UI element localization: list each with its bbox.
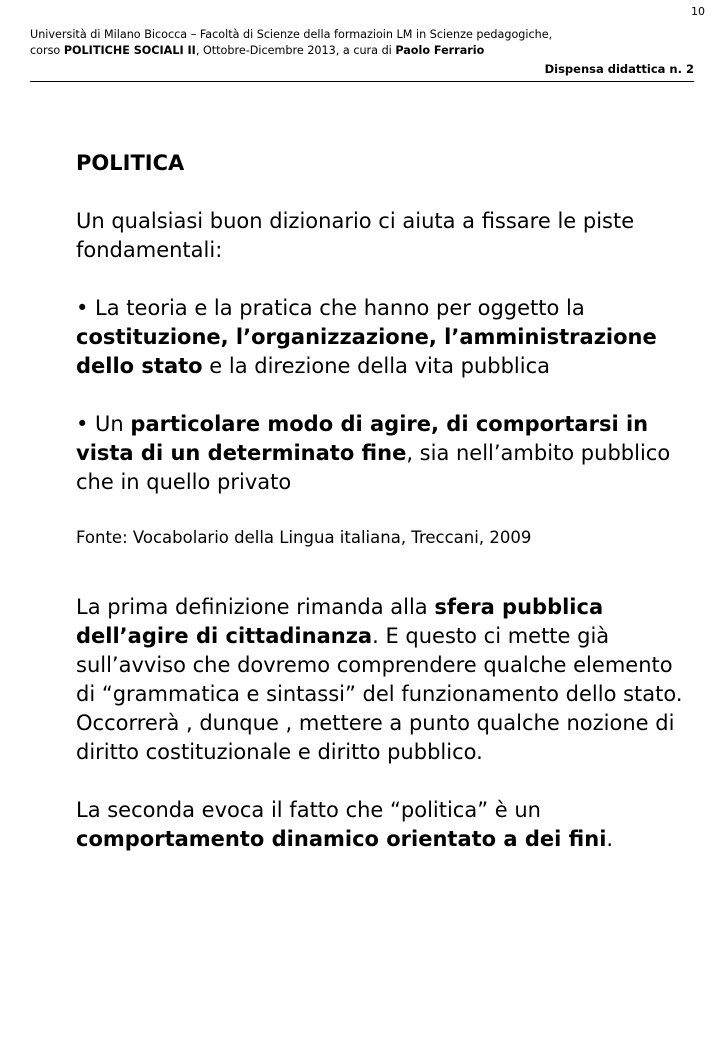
paragraph-first-definition: [76, 593, 686, 767]
para-1-emphasis: sfera pubblica dell’agire di cittadinanza: [76, 595, 604, 648]
bullet-1-tail: e la direzione della vita pubblica: [202, 354, 550, 378]
header-handout-label: Dispensa didattica n. 2: [30, 62, 694, 82]
definition-bullet-1: [76, 294, 686, 381]
bullet-2-text: • Un: [76, 412, 131, 436]
source-citation: Fonte: Vocabolario della Lingua italiana, Treccani, 2009: [76, 528, 532, 547]
para-2-tail: .: [606, 827, 614, 851]
bullet-2-emphasis: particolare modo di agire, di comportarsi in vista di un determinato fine: [76, 412, 649, 465]
intro-paragraph: Un qualsiasi buon dizionario ci aiuta a fissare le piste fondamentali:: [76, 209, 635, 262]
header-course-details: , Ottobre-Dicembre 2013, a cura di: [195, 43, 396, 57]
page-number: 10: [691, 5, 705, 18]
header-author: Paolo Ferrario: [395, 43, 485, 57]
definition-bullet-2: [76, 410, 686, 497]
paragraph-second-definition: [76, 796, 686, 854]
para-1-tail: . E questo ci mette già sull’avviso che dovremo comprendere qualche elemento di “grammatica e sintassi” del funzionamento dello stato. Occorrerà , dunque , mettere a punto qualche nozione di diritto costituzionale e diritto pubblico.: [76, 624, 683, 764]
header-course-name: POLITICHE SOCIALI II: [63, 43, 196, 57]
para-1-text: La prima definizione rimanda alla: [76, 595, 435, 619]
bullet-1-emphasis: costituzione, l’organizzazione, l’amministrazione dello stato: [76, 325, 657, 378]
header-course-prefix: corso: [30, 43, 64, 57]
para-2-emphasis: comportamento dinamico orientato a dei fini: [76, 827, 607, 851]
section-title: POLITICA: [76, 151, 185, 175]
bullet-2-tail: , sia nell’ambito pubblico che in quello privato: [76, 441, 671, 494]
bullet-1-text: • La teoria e la pratica che hanno per oggetto la: [76, 296, 585, 320]
main-content: [76, 149, 686, 854]
page-header: [30, 27, 694, 82]
header-line-1: Università di Milano Bicocca – Facoltà di Scienze della formazioin LM in Scienze pedagogiche,: [30, 28, 553, 41]
para-2-text: La seconda evoca il fatto che “politica” è un: [76, 798, 541, 822]
header-line-2: [30, 43, 694, 59]
